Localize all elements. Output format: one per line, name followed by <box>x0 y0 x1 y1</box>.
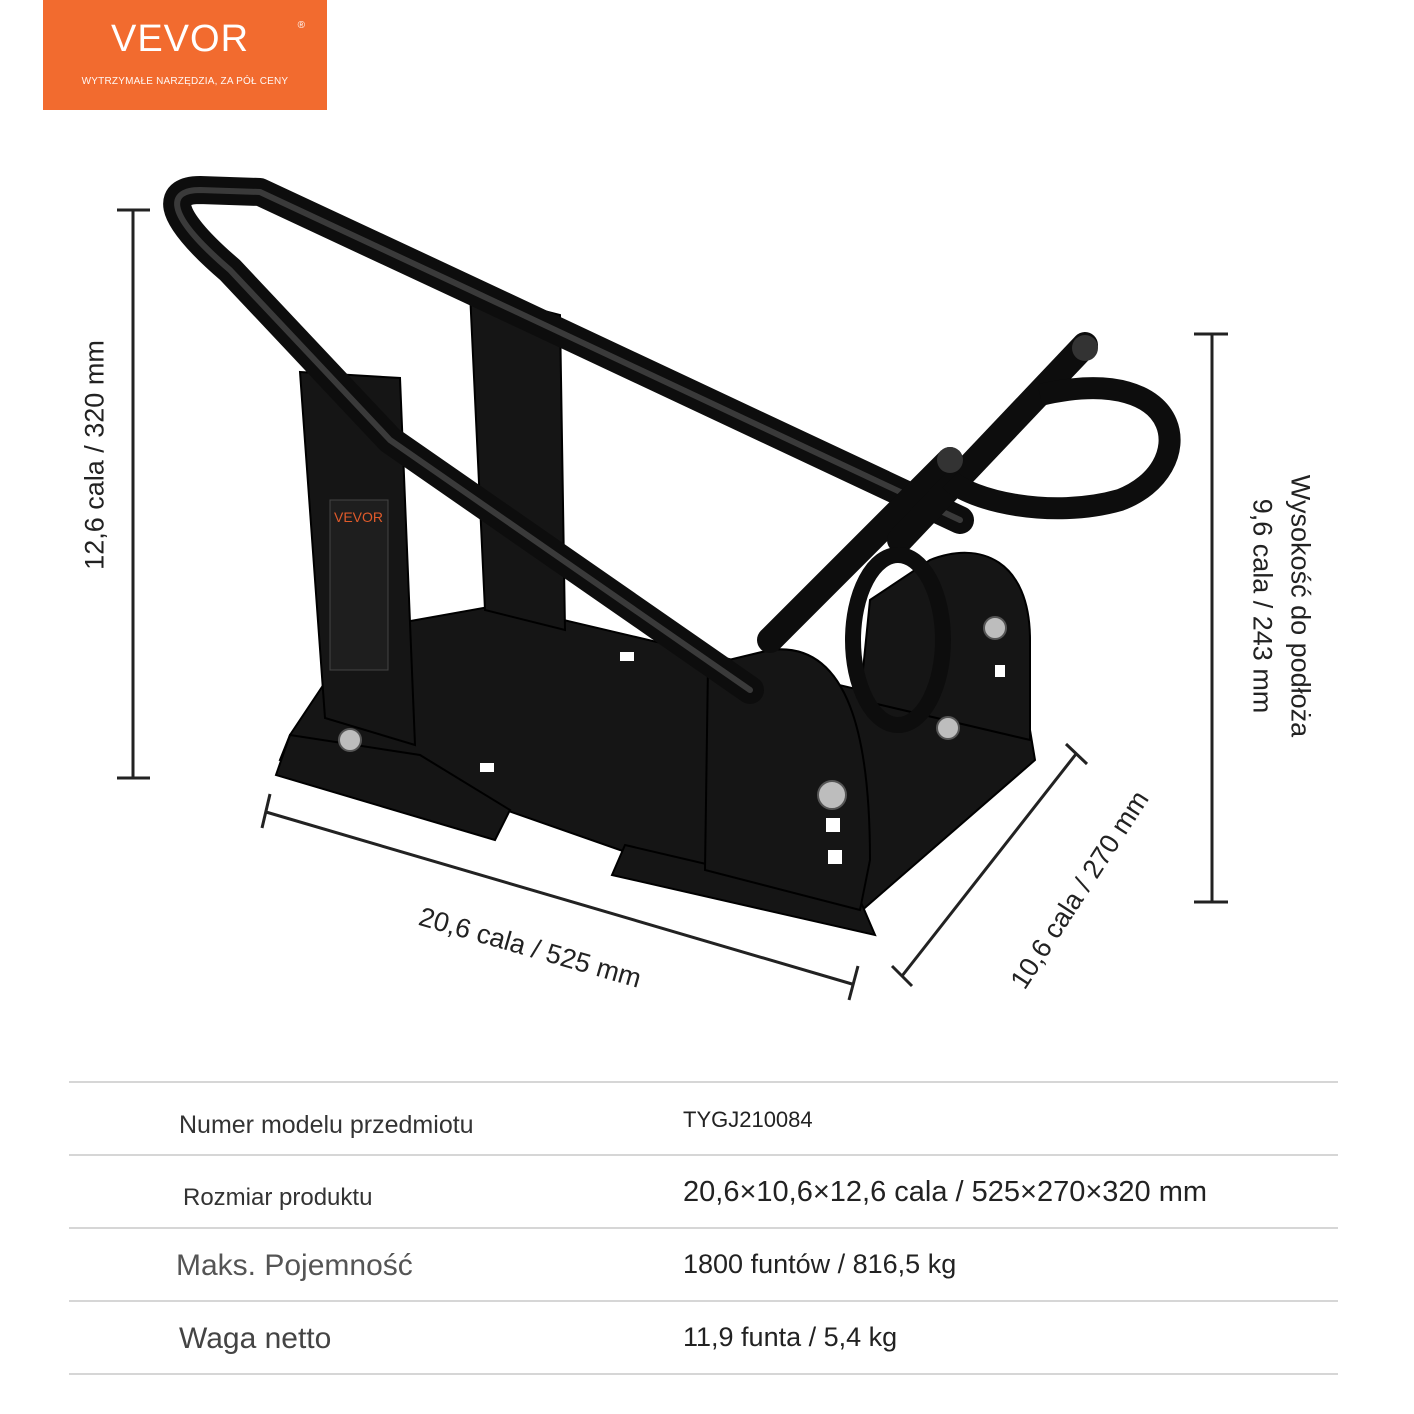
spec-row-capacity <box>69 1227 1338 1300</box>
spec-label: Numer modelu przedmiotu <box>179 1111 474 1139</box>
brand-tagline: WYTRZYMAŁE NARZĘDZIA, ZA PÓŁ CENY <box>81 76 289 87</box>
depth-dimension: 10,6 cala / 270 mm <box>1004 785 1155 995</box>
spec-row-weight <box>69 1300 1338 1375</box>
sticker-brand: VEVOR <box>334 509 384 525</box>
product-sticker <box>330 500 388 670</box>
spec-table <box>69 1081 1338 1375</box>
spec-row-model <box>69 1081 1338 1154</box>
handle-tube <box>177 190 960 690</box>
spec-value: TYGJ210084 <box>683 1107 813 1132</box>
spec-value: 20,6×10,6×12,6 cala / 525×270×320 mm <box>683 1176 1208 1208</box>
ground-height-value: 9,6 cala / 243 mm <box>1247 498 1278 714</box>
spec-label: Rozmiar produktu <box>183 1184 373 1211</box>
registered-mark: ® <box>297 20 305 31</box>
length-dimension: 20,6 cala / 525 mm <box>415 901 645 994</box>
height-dimension: 12,6 cala / 320 mm <box>79 340 110 570</box>
spec-row-size <box>69 1154 1338 1227</box>
brand-name: VEVOR <box>110 18 250 60</box>
spec-value: 11,9 funta / 5,4 kg <box>683 1322 898 1352</box>
spec-value: 1800 funtów / 816,5 kg <box>683 1249 957 1279</box>
ground-height-label: Wysokość do podłoża <box>1285 474 1316 738</box>
spec-label: Maks. Pojemność <box>176 1249 413 1282</box>
spec-label: Waga netto <box>179 1322 332 1355</box>
